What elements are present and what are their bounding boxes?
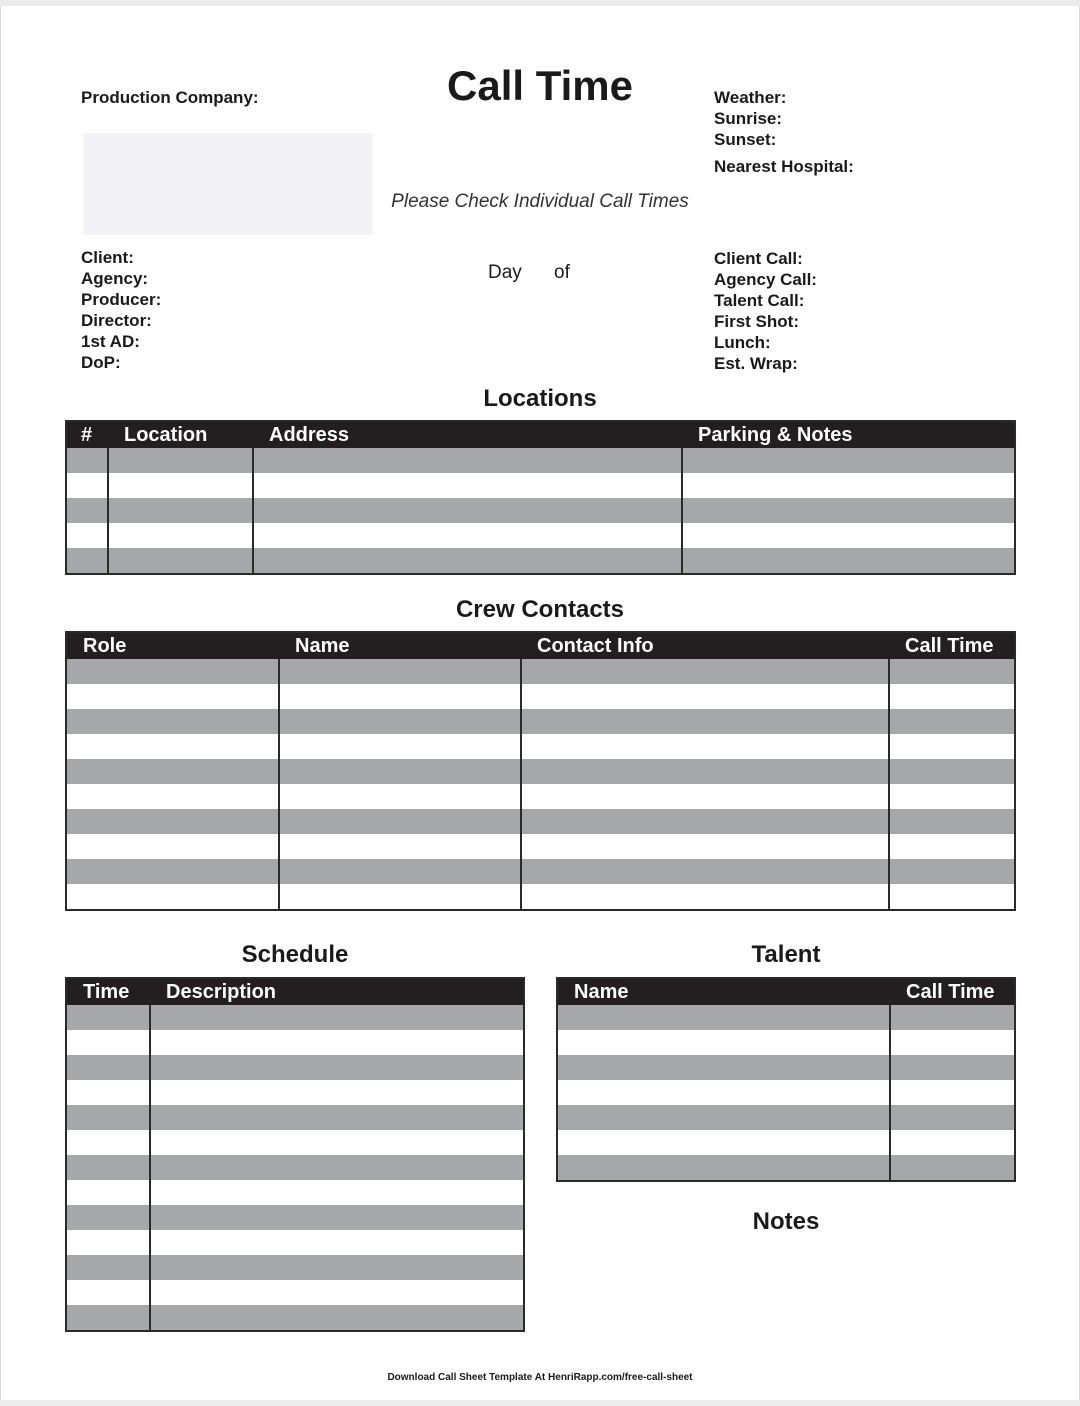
- table-cell[interactable]: [521, 709, 889, 734]
- table-cell[interactable]: [66, 1180, 150, 1205]
- production-company-label: Production Company:: [81, 88, 259, 107]
- table-cell[interactable]: [150, 1105, 524, 1130]
- table-cell[interactable]: [66, 1030, 150, 1055]
- column-header-talent-call-time: Call Time: [890, 978, 1015, 1005]
- table-cell[interactable]: [890, 1055, 1015, 1080]
- table-cell[interactable]: [108, 473, 253, 498]
- table-cell[interactable]: [66, 734, 279, 759]
- table-cell[interactable]: [66, 784, 279, 809]
- crew-contacts-table: [65, 631, 1016, 911]
- table-cell[interactable]: [889, 884, 1015, 910]
- column-header-description: Description: [150, 978, 524, 1005]
- table-row: [66, 1055, 524, 1080]
- column-header-name: Name: [279, 632, 521, 659]
- table-cell[interactable]: [66, 834, 279, 859]
- table-row: [66, 684, 1015, 709]
- table-row: [66, 759, 1015, 784]
- table-cell[interactable]: [890, 1030, 1015, 1055]
- table-cell[interactable]: [682, 548, 1015, 574]
- table-cell[interactable]: [66, 523, 108, 548]
- table-cell[interactable]: [66, 859, 279, 884]
- table-cell[interactable]: [557, 1030, 890, 1055]
- client-call-label: Client Call:: [714, 249, 803, 268]
- table-cell[interactable]: [66, 1305, 150, 1331]
- schedule-title: Schedule: [241, 941, 349, 968]
- column-header-time: Time: [66, 978, 150, 1005]
- table-cell[interactable]: [889, 734, 1015, 759]
- table-cell[interactable]: [253, 473, 682, 498]
- table-cell[interactable]: [557, 1130, 890, 1155]
- table-cell[interactable]: [108, 548, 253, 574]
- table-cell[interactable]: [279, 784, 521, 809]
- table-cell[interactable]: [682, 523, 1015, 548]
- table-row: [66, 834, 1015, 859]
- table-row: [66, 859, 1015, 884]
- table-row: [66, 1155, 524, 1180]
- table-cell[interactable]: [890, 1105, 1015, 1130]
- table-cell[interactable]: [66, 1005, 150, 1030]
- table-cell[interactable]: [890, 1130, 1015, 1155]
- table-cell[interactable]: [521, 684, 889, 709]
- column-header-address: Address: [253, 421, 682, 448]
- table-cell[interactable]: [557, 1155, 890, 1181]
- table-cell[interactable]: [66, 759, 279, 784]
- table-row: [66, 784, 1015, 809]
- table-cell[interactable]: [889, 859, 1015, 884]
- table-cell[interactable]: [279, 809, 521, 834]
- table-cell[interactable]: [150, 1255, 524, 1280]
- table-cell[interactable]: [557, 1055, 890, 1080]
- table-row: [557, 1155, 1015, 1181]
- table-cell[interactable]: [682, 473, 1015, 498]
- table-cell[interactable]: [66, 448, 108, 473]
- table-cell[interactable]: [279, 659, 521, 684]
- table-cell[interactable]: [66, 1255, 150, 1280]
- table-cell[interactable]: [108, 523, 253, 548]
- table-cell[interactable]: [150, 1205, 524, 1230]
- column-header-number: #: [66, 421, 108, 448]
- agency-label: Agency:: [81, 269, 149, 288]
- table-cell[interactable]: [66, 548, 108, 574]
- table-row: [66, 1305, 524, 1331]
- table-row: [557, 1105, 1015, 1130]
- table-row: [66, 1230, 524, 1255]
- table-cell[interactable]: [253, 548, 682, 574]
- talent-table: [556, 977, 1016, 1182]
- table-row: [66, 1205, 524, 1230]
- table-cell[interactable]: [66, 1205, 150, 1230]
- column-header-contact-info: Contact Info: [521, 632, 889, 659]
- subtitle: Please Check Individual Call Times: [391, 191, 689, 212]
- table-cell[interactable]: [521, 834, 889, 859]
- table-cell[interactable]: [889, 759, 1015, 784]
- table-cell[interactable]: [279, 834, 521, 859]
- page-title: Call Time: [447, 62, 633, 109]
- table-cell[interactable]: [150, 1080, 524, 1105]
- table-row: [66, 1180, 524, 1205]
- column-header-location: Location: [108, 421, 253, 448]
- logo-placeholder[interactable]: [83, 133, 373, 235]
- table-cell[interactable]: [66, 1080, 150, 1105]
- table-cell[interactable]: [521, 659, 889, 684]
- table-cell[interactable]: [150, 1005, 524, 1030]
- table-cell[interactable]: [682, 448, 1015, 473]
- column-header-call-time: Call Time: [889, 632, 1015, 659]
- director-label: Director:: [81, 311, 152, 330]
- table-cell[interactable]: [279, 859, 521, 884]
- sunrise-label: Sunrise:: [714, 109, 783, 128]
- table-cell[interactable]: [889, 684, 1015, 709]
- table-row: [557, 1130, 1015, 1155]
- table-cell[interactable]: [66, 1155, 150, 1180]
- nearest-hospital-label: Nearest Hospital:: [714, 157, 854, 176]
- table-row: [66, 1130, 524, 1155]
- agency-call-label: Agency Call:: [714, 270, 817, 289]
- table-row: [66, 734, 1015, 759]
- table-row: [66, 1005, 524, 1030]
- table-row: [557, 1080, 1015, 1105]
- table-cell[interactable]: [521, 734, 889, 759]
- table-cell[interactable]: [253, 498, 682, 523]
- table-cell[interactable]: [66, 1280, 150, 1305]
- table-cell[interactable]: [889, 659, 1015, 684]
- table-cell[interactable]: [889, 784, 1015, 809]
- table-row: [66, 1105, 524, 1130]
- lunch-label: Lunch:: [714, 333, 771, 352]
- day-label: Day: [488, 262, 522, 283]
- table-row: [66, 523, 1015, 548]
- talent-call-label: Talent Call:: [714, 291, 805, 310]
- schedule-table: [65, 977, 525, 1332]
- table-cell[interactable]: [66, 684, 279, 709]
- table-row: [66, 884, 1015, 910]
- producer-label: Producer:: [81, 290, 162, 309]
- table-cell[interactable]: [66, 884, 279, 910]
- table-cell[interactable]: [150, 1180, 524, 1205]
- first-shot-label: First Shot:: [714, 312, 799, 331]
- table-cell[interactable]: [66, 1130, 150, 1155]
- table-cell[interactable]: [889, 809, 1015, 834]
- locations-table: [65, 420, 1016, 575]
- table-cell[interactable]: [557, 1105, 890, 1130]
- table-cell[interactable]: [279, 884, 521, 910]
- table-row: [557, 1005, 1015, 1030]
- of-label: of: [554, 262, 570, 283]
- table-cell[interactable]: [890, 1155, 1015, 1181]
- table-cell[interactable]: [66, 659, 279, 684]
- table-cell[interactable]: [557, 1005, 890, 1030]
- table-cell[interactable]: [66, 709, 279, 734]
- table-cell[interactable]: [66, 473, 108, 498]
- table-row: [66, 809, 1015, 834]
- table-cell[interactable]: [66, 1105, 150, 1130]
- sunset-label: Sunset:: [714, 130, 777, 149]
- table-cell[interactable]: [66, 1230, 150, 1255]
- table-row: [66, 709, 1015, 734]
- locations-title: Locations: [483, 385, 597, 412]
- table-cell[interactable]: [521, 759, 889, 784]
- table-row: [66, 473, 1015, 498]
- table-cell[interactable]: [108, 448, 253, 473]
- dop-label: DoP:: [81, 353, 121, 372]
- table-row: [66, 659, 1015, 684]
- column-header-talent-name: Name: [557, 978, 890, 1005]
- table-cell[interactable]: [521, 884, 889, 910]
- footer-credit: Download Call Sheet Template At HenriRapp.com/free-call-sheet: [387, 1372, 693, 1383]
- table-cell[interactable]: [150, 1230, 524, 1255]
- table-row: [66, 1030, 524, 1055]
- notes-title: Notes: [752, 1208, 820, 1235]
- table-row: [66, 548, 1015, 574]
- table-cell[interactable]: [890, 1080, 1015, 1105]
- table-cell[interactable]: [150, 1030, 524, 1055]
- table-row: [66, 498, 1015, 523]
- table-cell[interactable]: [521, 809, 889, 834]
- table-cell[interactable]: [66, 1055, 150, 1080]
- table-cell[interactable]: [66, 498, 108, 523]
- table-cell[interactable]: [253, 523, 682, 548]
- table-cell[interactable]: [889, 709, 1015, 734]
- table-row: [66, 1280, 524, 1305]
- client-label: Client:: [81, 248, 134, 267]
- table-cell[interactable]: [150, 1280, 524, 1305]
- table-cell[interactable]: [108, 498, 253, 523]
- table-cell[interactable]: [150, 1155, 524, 1180]
- table-row: [66, 1255, 524, 1280]
- column-header-parking-notes: Parking & Notes: [682, 421, 1015, 448]
- weather-label: Weather:: [714, 88, 787, 107]
- table-row: [66, 448, 1015, 473]
- table-cell[interactable]: [150, 1055, 524, 1080]
- table-row: [557, 1030, 1015, 1055]
- table-cell[interactable]: [279, 709, 521, 734]
- est-wrap-label: Est. Wrap:: [714, 354, 798, 373]
- table-row: [66, 1080, 524, 1105]
- table-cell[interactable]: [889, 834, 1015, 859]
- table-cell[interactable]: [521, 784, 889, 809]
- first-ad-label: 1st AD:: [81, 332, 140, 351]
- table-cell[interactable]: [557, 1080, 890, 1105]
- table-row: [557, 1055, 1015, 1080]
- table-cell[interactable]: [150, 1130, 524, 1155]
- table-cell[interactable]: [279, 759, 521, 784]
- call-sheet-page: [0, 6, 1080, 1400]
- table-cell[interactable]: [890, 1005, 1015, 1030]
- table-cell[interactable]: [279, 684, 521, 709]
- crew-contacts-title: Crew Contacts: [455, 596, 625, 623]
- table-cell[interactable]: [150, 1305, 524, 1331]
- table-cell[interactable]: [682, 498, 1015, 523]
- table-cell[interactable]: [66, 809, 279, 834]
- table-cell[interactable]: [521, 859, 889, 884]
- table-cell[interactable]: [279, 734, 521, 759]
- column-header-role: Role: [66, 632, 279, 659]
- table-cell[interactable]: [253, 448, 682, 473]
- talent-title: Talent: [751, 941, 821, 968]
